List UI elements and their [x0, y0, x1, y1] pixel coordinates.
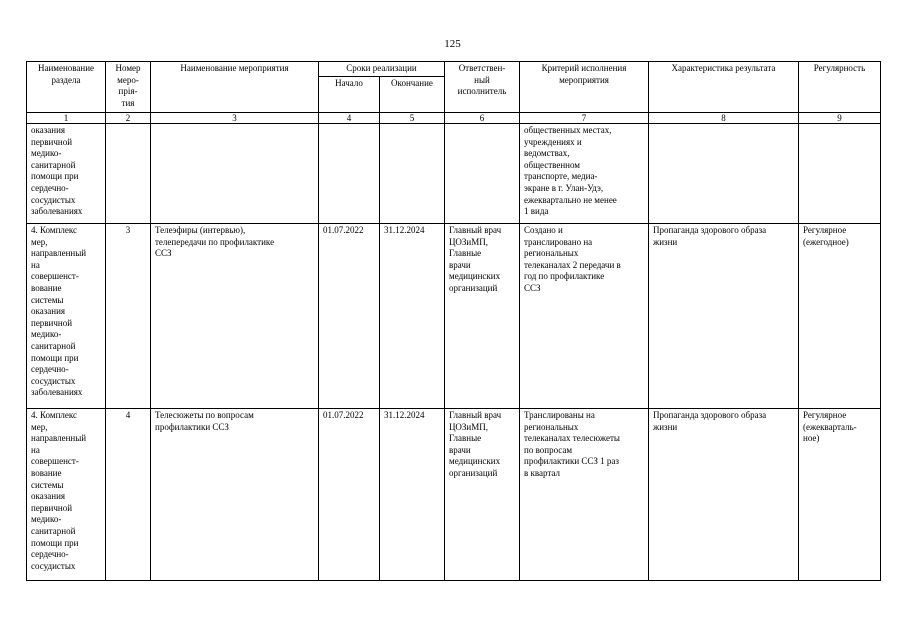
header-terms: Сроки реализации: [319, 62, 445, 77]
column-number: 4: [319, 113, 380, 124]
header-regularity: Регулярность: [799, 62, 881, 113]
cell-section: 4. Комплекс мер, направленный на совершенст- вование системы оказания первичной медико- санитарной помощи при сердечно- сосудистых: [27, 409, 106, 581]
cell-responsible: [445, 124, 520, 224]
column-number: 1: [27, 113, 106, 124]
cell-criteria: Создано и транслировано на региональных телеканалах 2 передачи в год по профилактике ССЗ: [520, 224, 649, 409]
cell-regularity: [799, 124, 881, 224]
cell-end: [380, 124, 445, 224]
column-number: 5: [380, 113, 445, 124]
cell-start: [319, 124, 380, 224]
cell-start: 01.07.2022: [319, 224, 380, 409]
table-row: [27, 409, 881, 581]
header-responsible: Ответствен- ный исполнитель: [445, 62, 520, 113]
cell-result: Пропаганда здорового образа жизни: [649, 409, 799, 581]
table-row: [27, 124, 881, 224]
cell-start: 01.07.2022: [319, 409, 380, 581]
column-number: 2: [106, 113, 151, 124]
header-result: Характеристика результата: [649, 62, 799, 113]
page-number: 125: [444, 38, 461, 50]
cell-number: 4: [106, 409, 151, 581]
cell-criteria: Транслированы на региональных телеканалах телесюжеты по вопросам профилактики ССЗ 1 раз в квартал: [520, 409, 649, 581]
column-number: 8: [649, 113, 799, 124]
cell-criteria: общественных местах, учреждениях и ведомствах, общественном транспорте, медиа- экране в г. Улан-Удэ, ежеквартально не менее 1 вида: [520, 124, 649, 224]
cell-end: 31.12.2024: [380, 409, 445, 581]
cell-section: 4. Комплекс мер, направленный на совершенст- вование системы оказания первичной медико- санитарной помощи при сердечно- сосудистых заболеваниях: [27, 224, 106, 409]
header-section: Наименование раздела: [27, 62, 106, 113]
cell-result: Пропаганда здорового образа жизни: [649, 224, 799, 409]
activities-table: [26, 61, 881, 581]
header-criteria: Критерий исполнения мероприятия: [520, 62, 649, 113]
cell-number: [106, 124, 151, 224]
cell-name: Телеэфиры (интервью), телепередачи по профилактике ССЗ: [151, 224, 319, 409]
cell-responsible: Главный врач ЦОЗиМП, Главные врачи медицинских организаций: [445, 409, 520, 581]
header-start: Начало: [319, 77, 380, 113]
cell-regularity: Регулярное (ежекварталь- ное): [799, 409, 881, 581]
column-number: 3: [151, 113, 319, 124]
cell-name: Телесюжеты по вопросам профилактики ССЗ: [151, 409, 319, 581]
cell-result: [649, 124, 799, 224]
header-name: Наименование мероприятия: [151, 62, 319, 113]
column-number: 7: [520, 113, 649, 124]
cell-number: 3: [106, 224, 151, 409]
column-number: 6: [445, 113, 520, 124]
table-row: [27, 224, 881, 409]
cell-name: [151, 124, 319, 224]
header-number: Номер меро- прія- тия: [106, 62, 151, 113]
cell-regularity: Регулярное (ежегодное): [799, 224, 881, 409]
header-end: Окончание: [380, 77, 445, 113]
cell-responsible: Главный врач ЦОЗиМП, Главные врачи медицинских организаций: [445, 224, 520, 409]
cell-section: оказания первичной медико- санитарной помощи при сердечно- сосудистых заболеваниях: [27, 124, 106, 224]
cell-end: 31.12.2024: [380, 224, 445, 409]
column-number: 9: [799, 113, 881, 124]
